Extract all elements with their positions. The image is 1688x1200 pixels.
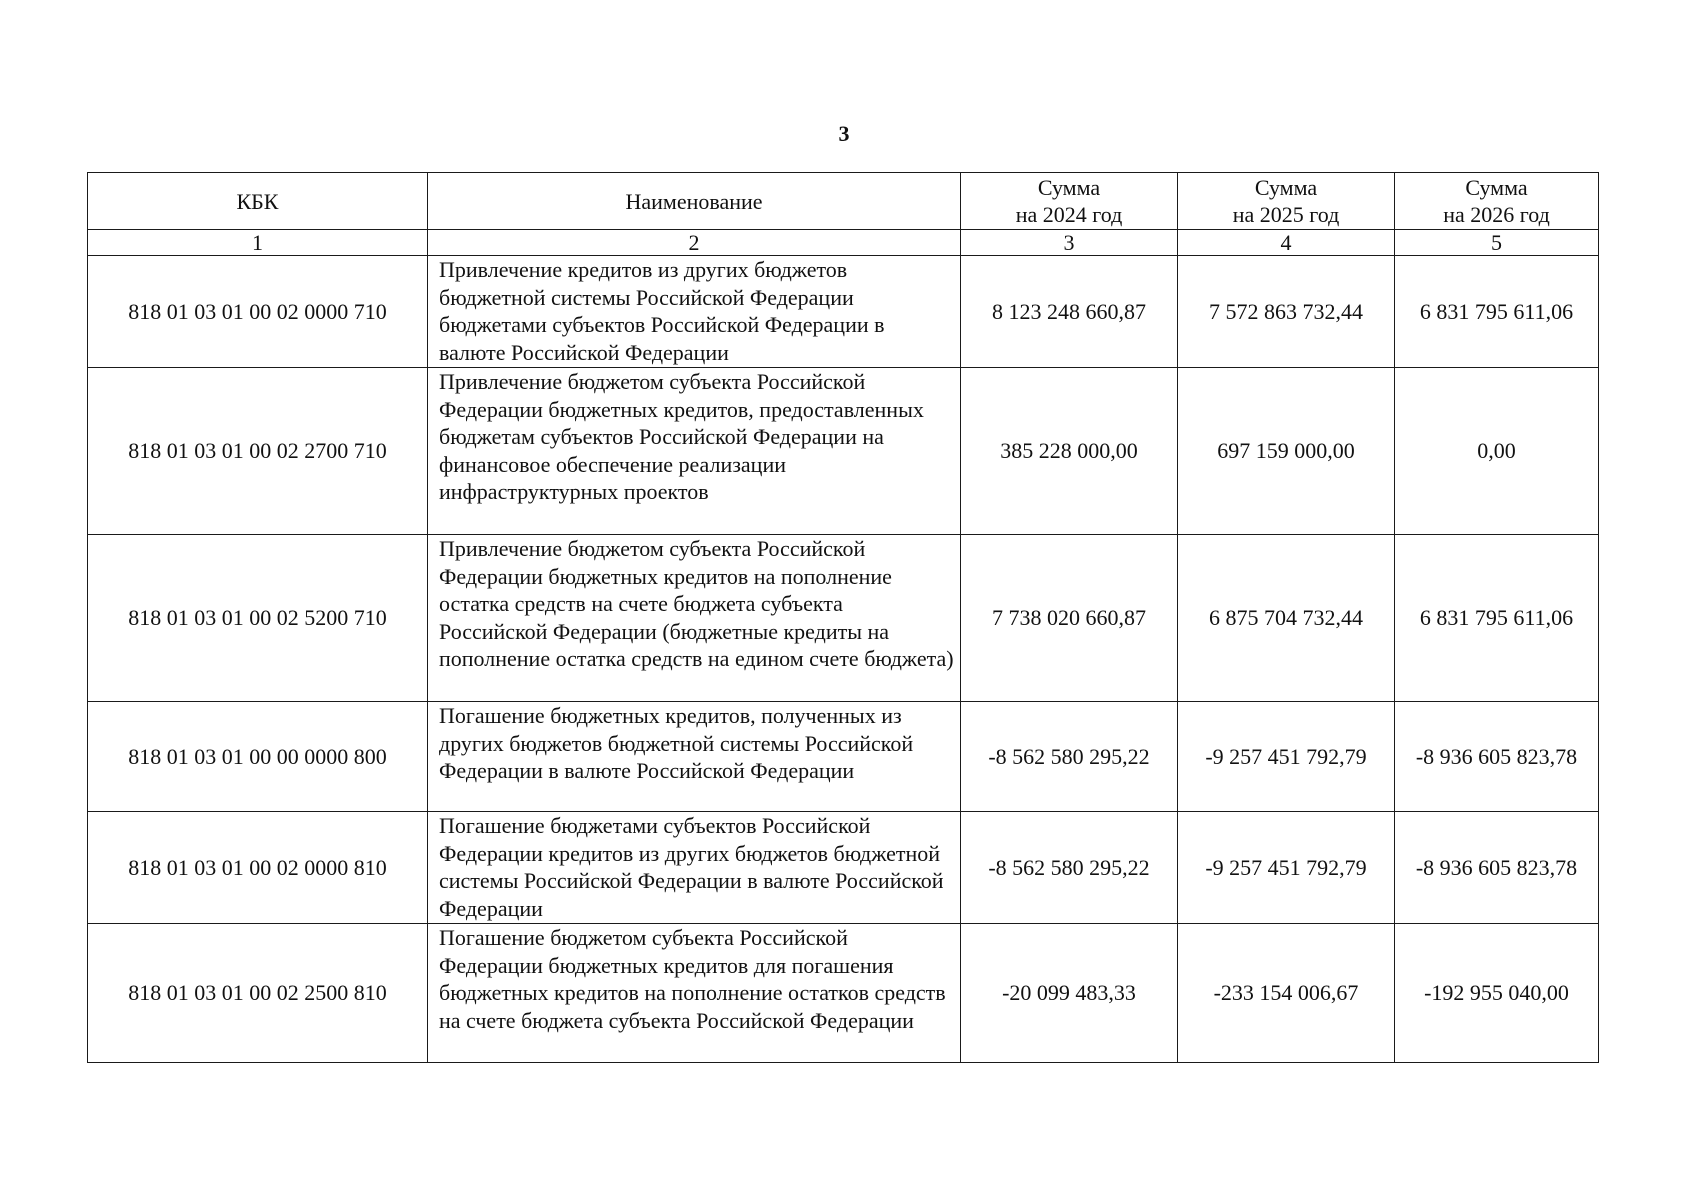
table-row xyxy=(88,812,1599,924)
kbk-cell: 818 01 03 01 00 02 2700 710 xyxy=(88,368,428,535)
table-header-row xyxy=(88,173,1599,230)
name-cell: Привлечение бюджетом субъекта Российской Федерации бюджетных кредитов, предоставленных бюджетам субъектов Российской Федерации на финансовое обеспечение реализации инфраструктурных проектов xyxy=(428,368,961,535)
name-cell: Привлечение бюджетом субъекта Российской Федерации бюджетных кредитов на пополнение остатка средств на счете бюджета субъекта Российской Федерации (бюджетные кредиты на пополнение остатка средств на едином счете бюджета) xyxy=(428,535,961,702)
sum-2025-cell: -9 257 451 792,79 xyxy=(1178,702,1395,812)
sum-2024-cell: -8 562 580 295,22 xyxy=(961,812,1178,924)
sum-2026-cell: -8 936 605 823,78 xyxy=(1395,812,1599,924)
sum-2024-cell: 7 738 020 660,87 xyxy=(961,535,1178,702)
header-sum-2025-line1: Сумма xyxy=(1254,175,1318,200)
kbk-cell: 818 01 03 01 00 00 0000 800 xyxy=(88,702,428,812)
kbk-cell: 818 01 03 01 00 02 5200 710 xyxy=(88,535,428,702)
name-cell: Погашение бюджетами субъектов Российской Федерации кредитов из других бюджетов бюджетной системы Российской Федерации в валюте Российской Федерации xyxy=(428,812,961,924)
budget-table xyxy=(87,172,1599,1063)
header-kbk: КБК xyxy=(88,173,428,230)
table-row xyxy=(88,535,1599,702)
column-number: 5 xyxy=(1395,230,1599,256)
header-sum-2024-line1: Сумма xyxy=(1037,175,1101,200)
header-sum-2025-line2: на 2025 год xyxy=(1232,202,1340,227)
sum-2026-cell: -192 955 040,00 xyxy=(1395,924,1599,1063)
sum-2025-cell: 7 572 863 732,44 xyxy=(1178,256,1395,368)
column-number: 4 xyxy=(1178,230,1395,256)
column-number: 2 xyxy=(428,230,961,256)
table-row xyxy=(88,702,1599,812)
sum-2024-cell: 385 228 000,00 xyxy=(961,368,1178,535)
table-row xyxy=(88,924,1599,1063)
sum-2026-cell: -8 936 605 823,78 xyxy=(1395,702,1599,812)
sum-2025-cell: 6 875 704 732,44 xyxy=(1178,535,1395,702)
kbk-cell: 818 01 03 01 00 02 2500 810 xyxy=(88,924,428,1063)
sum-2024-cell: -20 099 483,33 xyxy=(961,924,1178,1063)
column-number-row xyxy=(88,230,1599,256)
table-row xyxy=(88,368,1599,535)
header-sum-2024 xyxy=(961,173,1178,230)
name-cell: Погашение бюджетных кредитов, полученных из других бюджетов бюджетной системы Российской Федерации в валюте Российской Федерации xyxy=(428,702,961,812)
sum-2025-cell: -9 257 451 792,79 xyxy=(1178,812,1395,924)
sum-2025-cell: -233 154 006,67 xyxy=(1178,924,1395,1063)
table-row xyxy=(88,256,1599,368)
header-sum-2026 xyxy=(1395,173,1599,230)
name-cell: Погашение бюджетом субъекта Российской Федерации бюджетных кредитов для погашения бюджетных кредитов на пополнение остатков средств на счете бюджета субъекта Российской Федерации xyxy=(428,924,961,1063)
page-number: 3 xyxy=(838,121,850,146)
column-number: 1 xyxy=(88,230,428,256)
header-name: Наименование xyxy=(428,173,961,230)
header-sum-2025 xyxy=(1178,173,1395,230)
column-number: 3 xyxy=(961,230,1178,256)
header-sum-2026-line2: на 2026 год xyxy=(1443,202,1550,227)
name-cell: Привлечение кредитов из других бюджетов бюджетной системы Российской Федерации бюджетами субъектов Российской Федерации в валюте Российской Федерации xyxy=(428,256,961,368)
sum-2026-cell: 6 831 795 611,06 xyxy=(1395,256,1599,368)
kbk-cell: 818 01 03 01 00 02 0000 810 xyxy=(88,812,428,924)
sum-2025-cell: 697 159 000,00 xyxy=(1178,368,1395,535)
sum-2024-cell: 8 123 248 660,87 xyxy=(961,256,1178,368)
sum-2024-cell: -8 562 580 295,22 xyxy=(961,702,1178,812)
sum-2026-cell: 0,00 xyxy=(1395,368,1599,535)
header-sum-2026-line1: Сумма xyxy=(1465,175,1528,200)
header-sum-2024-line2: на 2024 год xyxy=(1015,202,1123,227)
sum-2026-cell: 6 831 795 611,06 xyxy=(1395,535,1599,702)
kbk-cell: 818 01 03 01 00 02 0000 710 xyxy=(88,256,428,368)
